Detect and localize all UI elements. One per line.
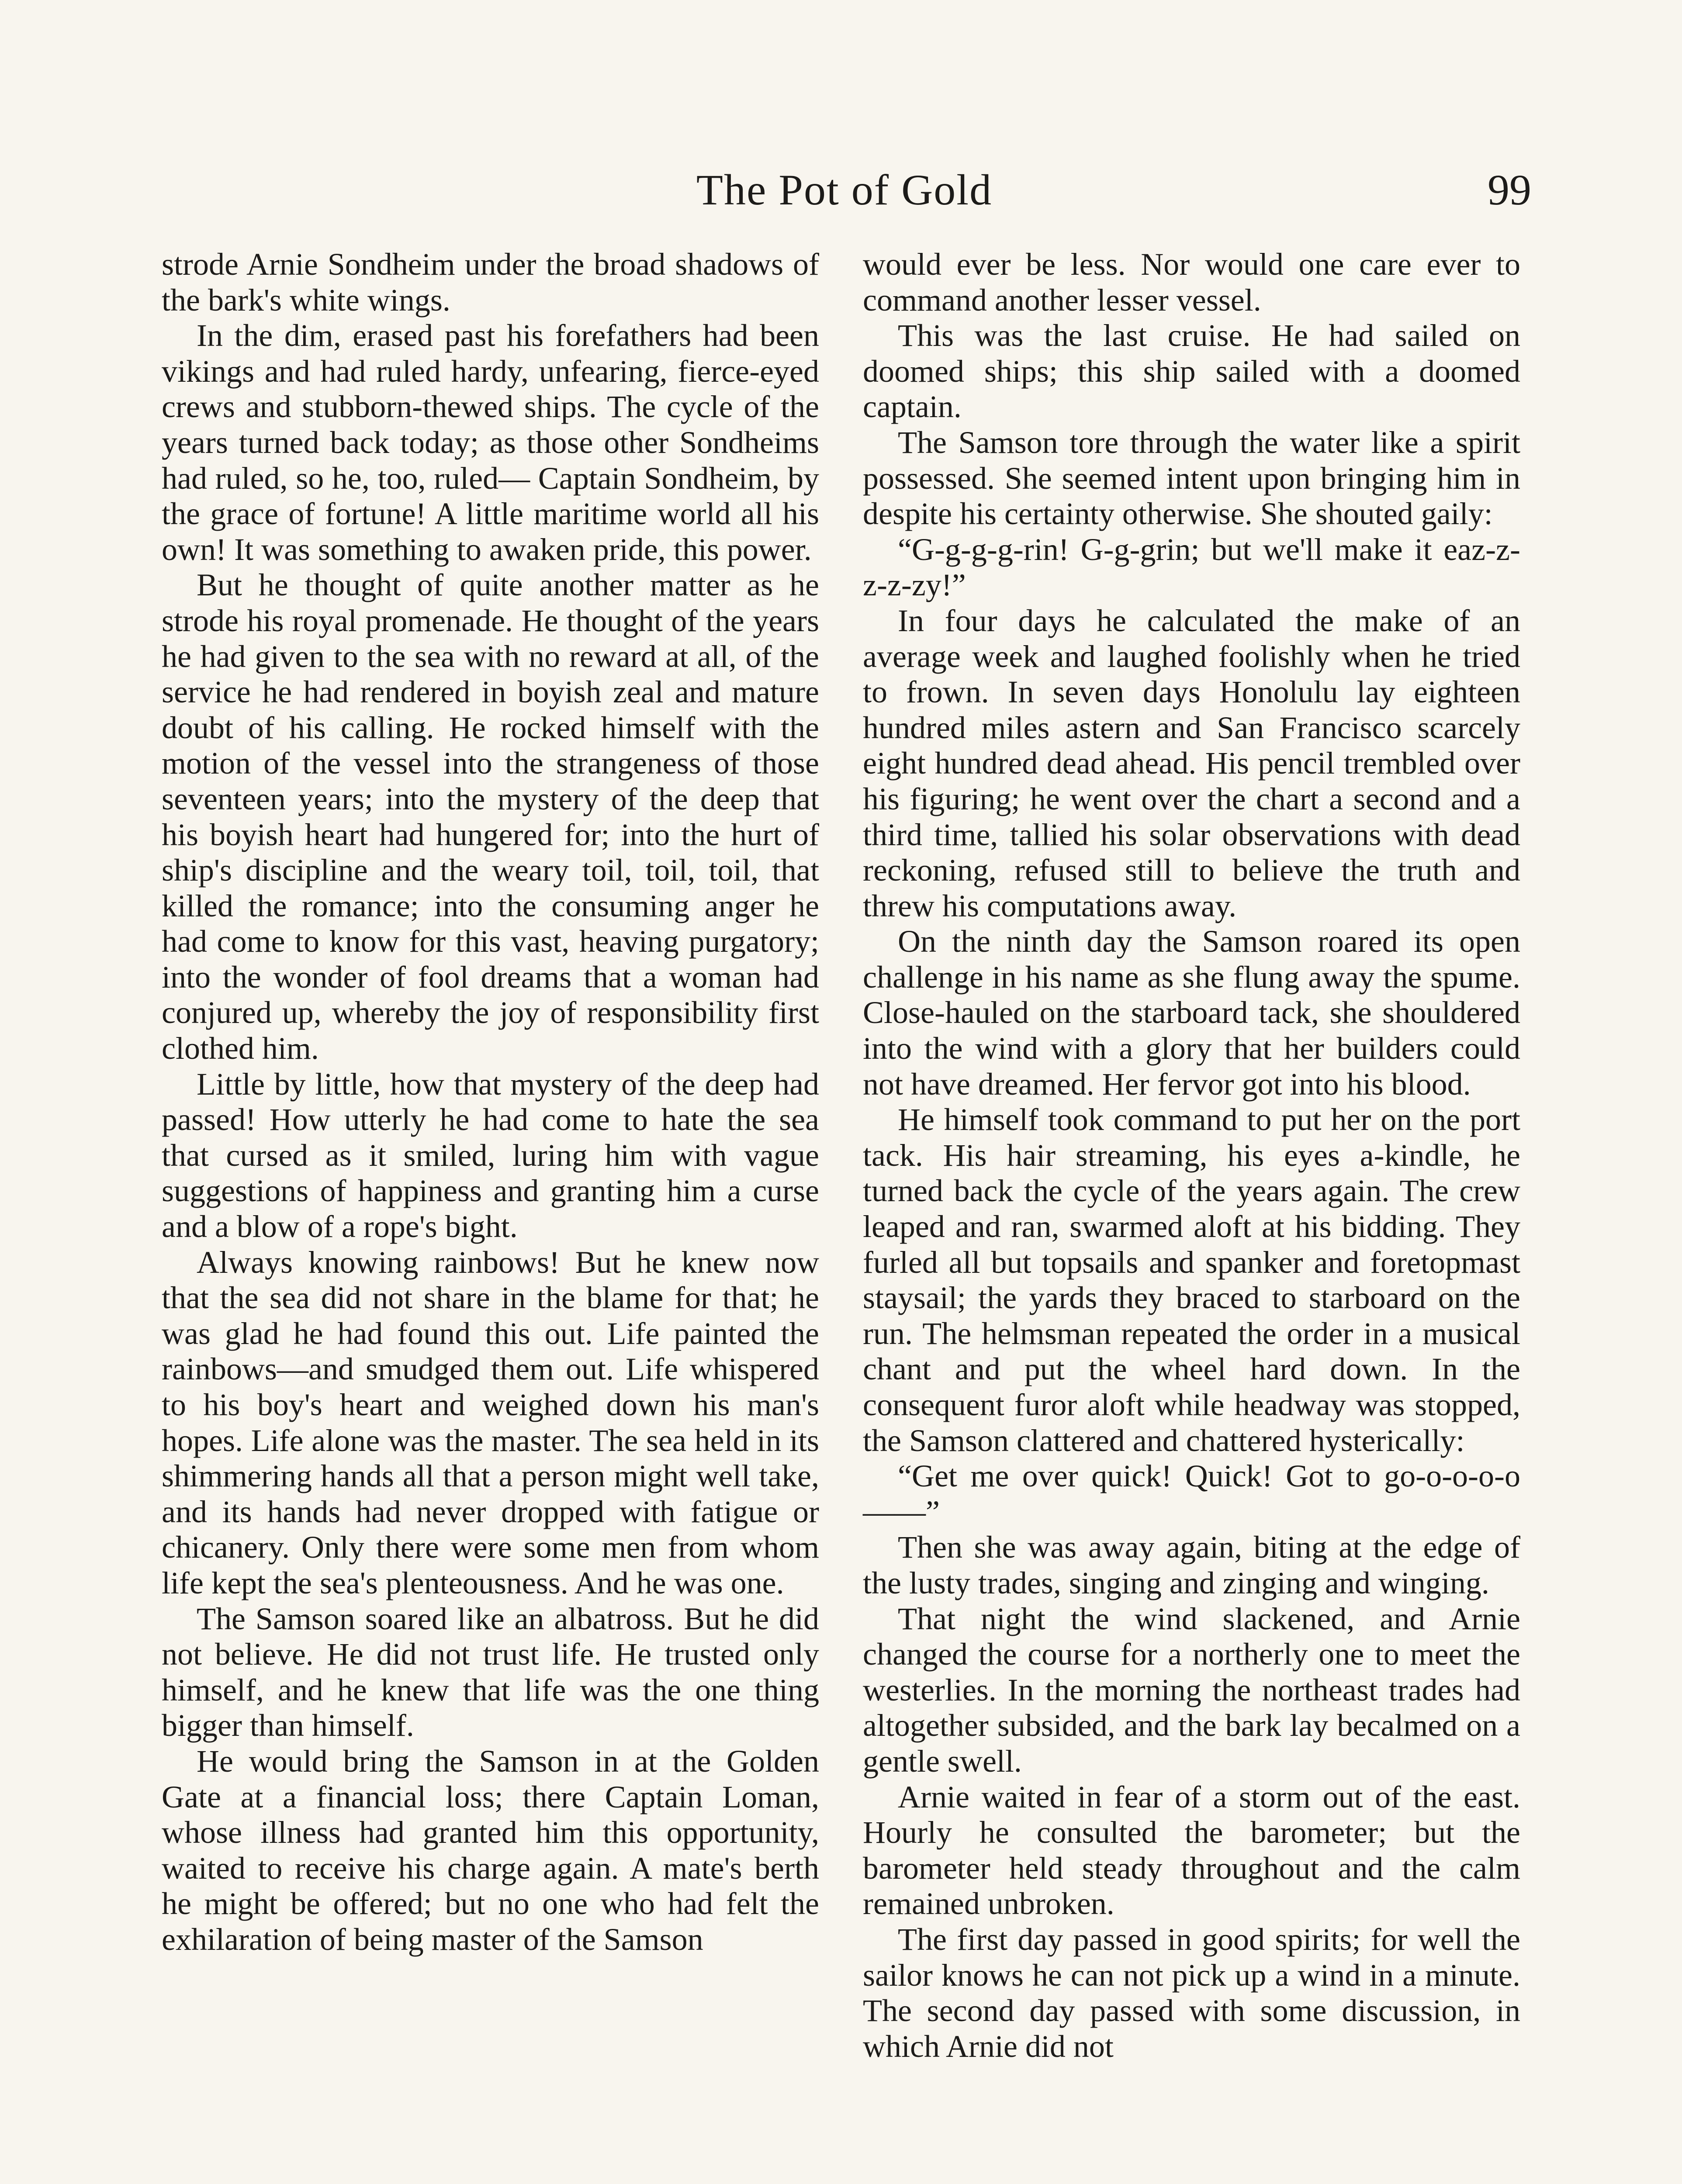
paragraph: strode Arnie Sondheim under the broad shadows of the bark's white wings. [162,247,819,318]
page-header [157,157,1531,223]
paragraph: In four days he calculated the make of an average week and laughed foolishly when he tried to frown. In seven days Honolulu lay eighteen hundred miles astern and San Francisco scarcely eight hundred dead ahead. His pencil trembled over his figuring; he went over the chart a second and a third time, tallied his solar observations with dead reckoning, refused still to believe the truth and threw his computations away. [863,603,1520,923]
right-column [863,247,1520,2184]
left-column [162,247,819,2184]
paragraph: “G-g-g-g-rin! G-g-grin; but we'll make it eaz-z-z-z-zy!” [863,532,1520,603]
paragraph: would ever be less. Nor would one care ever to command another lesser vessel. [863,247,1520,318]
paragraph: That night the wind slackened, and Arnie changed the course for a northerly one to meet the westerlies. In the morning the northeast trades had altogether subsided, and the bark lay becalmed on a gentle swell. [863,1601,1520,1779]
paragraph: The Samson soared like an albatross. But he did not believe. He did not trust life. He trusted only himself, and he knew that life was the one thing bigger than himself. [162,1601,819,1743]
paragraph: Arnie waited in fear of a storm out of the east. Hourly he consulted the barometer; but the barometer held steady throughout and the calm remained unbroken. [863,1779,1520,1921]
paragraph: The first day passed in good spirits; for well the sailor knows he can not pick up a wind in a minute. The second day passed with some discussion, in which Arnie did not [863,1921,1520,2064]
paragraph: He himself took command to put her on the port tack. His hair streaming, his eyes a-kindle, he turned back the cycle of the years again. The crew leaped and ran, swarmed aloft at his bidding. They furled all but topsails and spanker and foretopmast staysail; the yards they braced to starboard on the run. The helmsman repeated the order in a musical chant and put the wheel hard down. In the consequent furor aloft while headway was stopped, the Samson clattered and chattered hysterically: [863,1102,1520,1458]
paragraph: Then she was away again, biting at the edge of the lusty trades, singing and zinging and winging. [863,1530,1520,1600]
paragraph: In the dim, erased past his forefathers had been vikings and had ruled hardy, unfearing, fierce-eyed crews and stubborn-thewed ships. The cycle of the years turned back today; as those other Sondheims had ruled, so he, too, ruled— Captain Sondheim, by the grace of fortune! A little maritime world all his own! It was something to awaken pride, this power. [162,318,819,567]
page-title: The Pot of Gold [696,166,993,214]
paragraph: Always knowing rainbows! But he knew now that the sea did not share in the blame for that; he was glad he had found this out. Life painted the rainbows—and smudged them out. Life whispered to his boy's heart and weighed down his man's hopes. Life alone was the master. The sea held in its shimmering hands all that a person might well take, and its hands had never dropped with fatigue or chicanery. Only there were some men from whom life kept the sea's plenteousness. And he was one. [162,1244,819,1600]
page-number: 99 [1488,166,1531,214]
paragraph: “Get me over quick! Quick! Got to go-o-o-o-o——” [863,1458,1520,1529]
paragraph: But he thought of quite another matter as he strode his royal promenade. He thought of the years he had given to the sea with no reward at all, of the service he had rendered in boyish zeal and mature doubt of his calling. He rocked himself with the motion of the vessel into the strangeness of those seventeen years; into the mystery of the deep that his boyish heart had hungered for; into the hurt of ship's discipline and the weary toil, toil, toil, that killed the romance; into the consuming anger he had come to know for this vast, heaving purgatory; into the wonder of fool dreams that a woman had conjured up, whereby the joy of responsibility first clothed him. [162,567,819,1066]
paragraph: He would bring the Samson in at the Golden Gate at a financial loss; there Captain Loman, whose illness had granted him this opportunity, waited to receive his charge again. A mate's berth he might be offered; but no one who had felt the exhilaration of being master of the Samson [162,1743,819,1957]
paragraph: This was the last cruise. He had sailed on doomed ships; this ship sailed with a doomed captain. [863,318,1520,425]
paragraph: The Samson tore through the water like a spirit possessed. She seemed intent upon bringing him in despite his certainty otherwise. She shouted gaily: [863,425,1520,532]
paragraph: On the ninth day the Samson roared its open challenge in his name as she flung away the spume. Close-hauled on the starboard tack, she shouldered into the wind with a glory that her builders could not have dreamed. Her fervor got into his blood. [863,924,1520,1102]
paragraph: Little by little, how that mystery of the deep had passed! How utterly he had come to hate the sea that cursed as it smiled, luring him with vague suggestions of happiness and granting him a curse and a blow of a rope's bight. [162,1066,819,1244]
